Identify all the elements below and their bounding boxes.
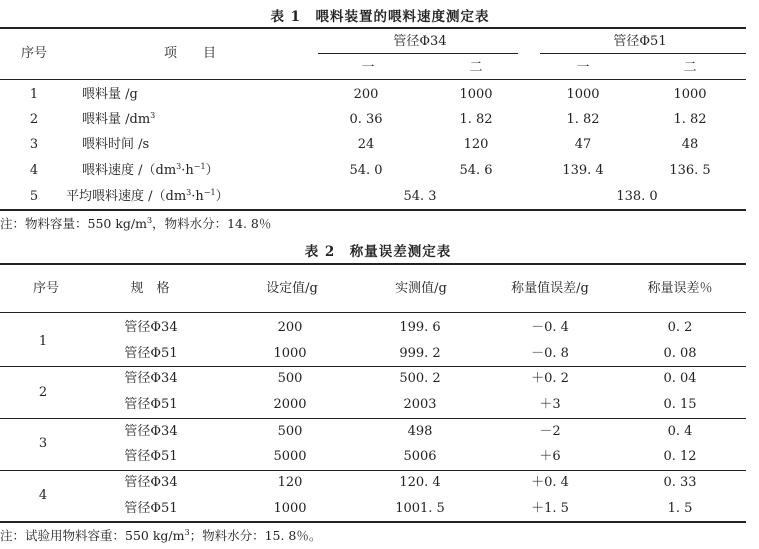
- table2-cell-spec: 管径Φ34: [124, 475, 178, 490]
- table1-cell-a1: 54. 0: [349, 163, 383, 178]
- table1-cell-a1: 200: [353, 87, 379, 102]
- table1-header-item: 项 目: [163, 46, 217, 61]
- table2-group-rule: [0, 470, 746, 471]
- table1-cell-item: 喂料速度 $/(dm^3\cdot h^{-1})$: [82, 162, 219, 178]
- table2-header-rule: [0, 312, 746, 313]
- table1-top-rule: [0, 27, 746, 29]
- table1-bottom-rule: [0, 209, 746, 211]
- table2-cell-spec: 管径Φ51: [124, 397, 178, 412]
- table2-group-no: 4: [38, 488, 48, 503]
- table1-cell-no: 4: [29, 163, 39, 178]
- table2-cell-err-pct: 0. 08: [663, 346, 697, 361]
- table1-cell-avg-a: 54. 3: [403, 189, 437, 204]
- table2-cell-set: 1000: [273, 346, 307, 361]
- table2-cell-measured: 999. 2: [399, 346, 441, 361]
- table1-title: 表 1 喂料装置的喂料速度测定表: [270, 9, 490, 25]
- table1-cell-item: 喂料量 /g: [82, 87, 138, 102]
- table1-header-no: 序号: [20, 46, 48, 61]
- table2-header-err-abs: 称量值误差/g: [511, 281, 589, 296]
- table2-note: 注：试验用物料容重：550 $kg/m^3$；物料水分：15. 8％。: [0, 528, 322, 543]
- table2-cell-set: 500: [277, 371, 303, 386]
- table2-cell-measured: 120. 4: [399, 475, 441, 490]
- table2-cell-err-pct: 0. 4: [667, 424, 693, 439]
- table1-group-a-rule: [318, 53, 518, 54]
- table2-cell-err-abs: －0. 8: [531, 346, 569, 361]
- table2-cell-err-pct: 0. 15: [663, 397, 697, 412]
- table2-cell-measured: 199. 6: [399, 320, 441, 335]
- table2-cell-measured: 500. 2: [399, 371, 441, 386]
- table2-cell-err-abs: ＋0. 2: [531, 371, 569, 386]
- table2-cell-err-abs: －0. 4: [531, 320, 569, 335]
- table1-cell-no: 3: [29, 137, 39, 152]
- table1-header-group-a: 管径Φ34: [393, 34, 447, 49]
- table2-bottom-rule: [0, 521, 746, 523]
- table2-cell-set: 2000: [273, 397, 307, 412]
- table2-cell-err-abs: ＋0. 4: [531, 475, 569, 490]
- table1-cell-b2: 136. 5: [669, 163, 711, 178]
- table1-cell-avg-b: 138. 0: [616, 189, 658, 204]
- table2-cell-spec: 管径Φ51: [124, 501, 178, 516]
- table1-header-rule: [0, 79, 746, 80]
- table1-cell-b1: 1. 82: [566, 112, 600, 127]
- table1-group-b-rule: [540, 53, 746, 54]
- table2-group-rule: [0, 366, 746, 367]
- table1-cell-item: 喂料时间 /s: [82, 137, 150, 152]
- table1-cell-no: 5: [29, 189, 39, 204]
- table2-cell-spec: 管径Φ51: [124, 449, 178, 464]
- table1-cell-item: 平均喂料速度 $/(dm^3\cdot h^{-1})$: [66, 188, 229, 204]
- table2-cell-spec: 管径Φ34: [124, 424, 178, 439]
- table2-cell-set: 1000: [273, 501, 307, 516]
- table2-cell-spec: 管径Φ34: [124, 371, 178, 386]
- table2-cell-err-pct: 0. 12: [663, 449, 697, 464]
- table1-cell-no: 1: [29, 87, 39, 102]
- table2-cell-err-pct: 1. 5: [667, 501, 693, 516]
- table1-header-a-sub1: 一: [361, 60, 375, 75]
- table1-header-b-sub2: 二: [683, 60, 697, 75]
- table2-cell-measured: 5006: [403, 449, 437, 464]
- table2-cell-err-pct: 0. 04: [663, 371, 697, 386]
- table1-cell-no: 2: [29, 112, 39, 127]
- table2-cell-err-abs: ＋1. 5: [531, 501, 569, 516]
- table2-cell-spec: 管径Φ34: [124, 320, 178, 335]
- table2-group-rule: [0, 418, 746, 419]
- table2-header-set: 设定值/g: [266, 281, 318, 296]
- table2-cell-set: 120: [277, 475, 303, 490]
- table1-cell-b2: 1000: [673, 87, 707, 102]
- table2-cell-measured: 498: [407, 424, 433, 439]
- table1-cell-a2: 120: [463, 137, 489, 152]
- table2-group-no: 1: [38, 334, 48, 349]
- table2-header-err-pct: 称量误差％: [647, 281, 713, 296]
- table2-header-no: 序号: [32, 281, 60, 296]
- table1-header-a-sub2: 二: [469, 60, 483, 75]
- table2-cell-err-pct: 0. 2: [667, 320, 693, 335]
- table1-cell-a2: 1. 82: [459, 112, 493, 127]
- table2-header-spec: 规 格: [130, 281, 170, 296]
- table2-title: 表 2 称量误差测定表: [304, 244, 452, 260]
- table2-top-rule: [0, 263, 746, 265]
- table2-cell-err-abs: ＋6: [539, 449, 561, 464]
- table2-group-no: 3: [38, 436, 48, 451]
- table1-note: 注：物料容量：550 $kg/m^3$，物料水分：14. 8％: [0, 216, 272, 231]
- table1-cell-a2: 54. 6: [459, 163, 493, 178]
- table2-group-no: 2: [38, 385, 48, 400]
- table1-header-group-b: 管径Φ51: [613, 34, 667, 49]
- table1-cell-b1: 47: [574, 137, 592, 152]
- table1-cell-a1: 0. 36: [349, 112, 383, 127]
- table1-header-b-sub1: 一: [576, 60, 590, 75]
- table1-cell-item: 喂料量 $/dm^3$: [82, 111, 156, 127]
- table1-cell-a1: 24: [357, 137, 375, 152]
- table2-cell-measured: 1001. 5: [395, 501, 445, 516]
- table1-cell-b2: 48: [681, 137, 699, 152]
- table2-cell-err-abs: －2: [539, 424, 561, 439]
- table1-cell-b2: 1. 82: [673, 112, 707, 127]
- table2-cell-err-pct: 0. 33: [663, 475, 697, 490]
- table2-cell-err-abs: ＋3: [539, 397, 561, 412]
- table2-cell-measured: 2003: [403, 397, 437, 412]
- table1-cell-a2: 1000: [459, 87, 493, 102]
- table2-cell-spec: 管径Φ51: [124, 346, 178, 361]
- table1-cell-b1: 1000: [566, 87, 600, 102]
- table2-cell-set: 500: [277, 424, 303, 439]
- table2-header-measured: 实测值/g: [395, 281, 447, 296]
- table2-cell-set: 200: [277, 320, 303, 335]
- table2-cell-set: 5000: [273, 449, 307, 464]
- table1-cell-b1: 139. 4: [562, 163, 604, 178]
